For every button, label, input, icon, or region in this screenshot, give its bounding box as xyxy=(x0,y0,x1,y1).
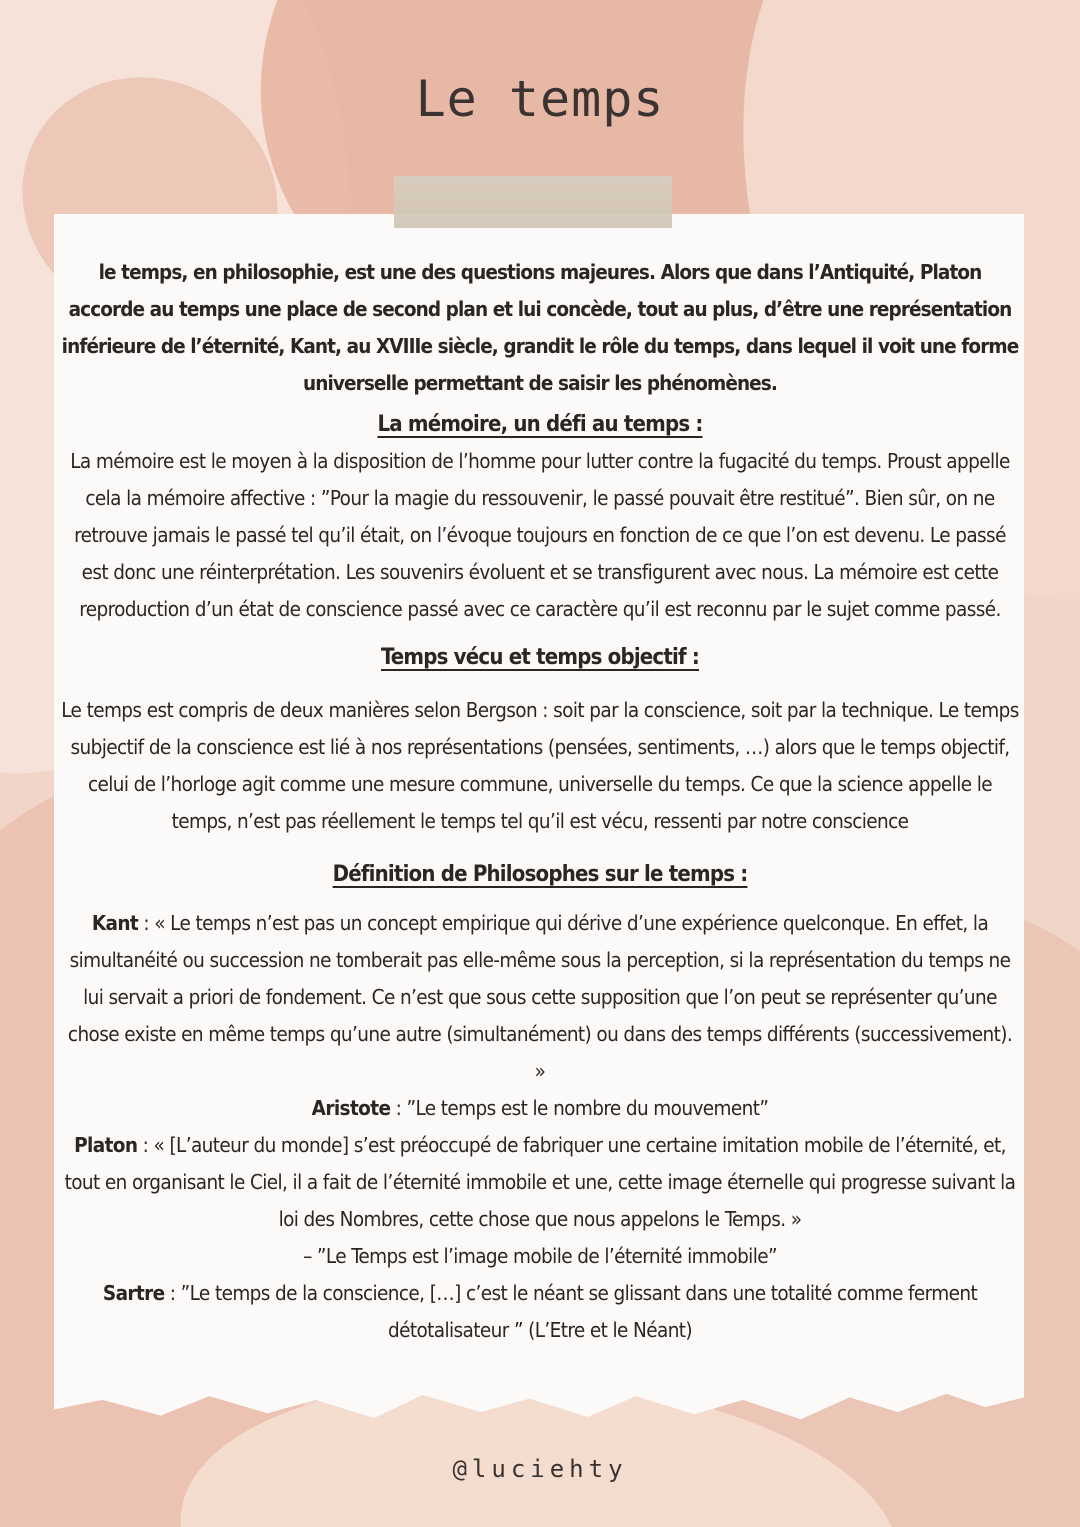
quote-platon xyxy=(60,1127,1020,1238)
quote-text: : ”Le temps est le nombre du mouvement” xyxy=(390,1096,769,1120)
quote-text: : « Le temps n’est pas un concept empirique qui dérive d’une expérience quelconque. En effet, la simultanéité ou succession ne tomberait pas elle-même sous la perception, si la représentation du temps ne lui servait a priori de fondement. Ce n’est que sous cette supposition que l’on peut se représenter qu’une chose existe en même temps qu’une autre (simultanément) ou dans des temps différents (successivement). » xyxy=(67,911,1013,1083)
quote-platon-extra: – ”Le Temps est l’image mobile de l’éternité immobile” xyxy=(303,1244,777,1268)
section-heading-philosophes: Définition de Philosophes sur le temps : xyxy=(332,862,748,887)
note-content xyxy=(60,254,1020,1349)
philosopher-name: Platon xyxy=(74,1133,138,1157)
section-heading-memoire: La mémoire, un défi au temps : xyxy=(377,412,703,437)
section-body-memoire: La mémoire est le moyen à la disposition de l’homme pour lutter contre la fugacité du temps. Proust appelle cela la mémoire affective : ”Pour la magie du ressouvenir, le passé pouvait être restitué”. Bien sûr, on ne retrouve jamais le passé tel qu’il était, on l’évoque toujours en fonction de ce que l’on est devenu. Le passé est donc une réinterprétation. Les souvenirs évoluent et se transfigurent avec nous. La mémoire est cette reproduction d’un état de conscience passé avec ce caractère qu’il est reconnu par le sujet comme passé. xyxy=(70,449,1010,621)
quote-text: : « [L’auteur du monde] s’est préoccupé de fabriquer une certaine imitation mobile de l’éternité, et, tout en organisant le Ciel, il a fait de l’éternité immobile et une, cette image éternelle qui progresse suivant la loi des Nombres, cette chose que nous appelons le Temps. » xyxy=(64,1133,1016,1231)
philosopher-name: Kant xyxy=(91,911,139,935)
philosopher-name: Sartre xyxy=(102,1281,165,1305)
quote-aristote xyxy=(60,1090,1020,1127)
section-heading-temps-vecu: Temps vécu et temps objectif : xyxy=(381,645,699,670)
author-handle: @luciehty xyxy=(452,1455,628,1483)
section-body-temps-vecu: Le temps est compris de deux manières selon Bergson : soit par la conscience, soit par la technique. Le temps subjectif de la conscience est lié à nos représentations (pensées, sentiments, …) alors que le temps objectif, celui de l’horloge agit comme une mesure commune, universelle du temps. Ce que la science appelle le temps, n’est pas réellement le temps tel qu’il est vécu, ressenti par notre conscience xyxy=(61,698,1019,833)
tape-strip xyxy=(394,176,672,228)
philosopher-name: Aristote xyxy=(311,1096,391,1120)
quote-text: : ”Le temps de la conscience, […] c’est le néant se glissant dans une totalité comme ferment détotalisateur ” (L’Etre et le Néant) xyxy=(164,1281,978,1342)
intro-paragraph: le temps, en philosophie, est une des questions majeures. Alors que dans l’Antiquité, Platon accorde au temps une place de second plan et lui concède, tout au plus, d’être une représentation inférieure de l’éternité, Kant, au XVIIIe siècle, grandit le rôle du temps, dans lequel il voit une forme universelle permettant de saisir les phénomènes. xyxy=(61,260,1019,395)
quote-sartre xyxy=(60,1275,1020,1349)
page-title: Le temps xyxy=(415,70,665,128)
quote-kant xyxy=(60,905,1020,1090)
